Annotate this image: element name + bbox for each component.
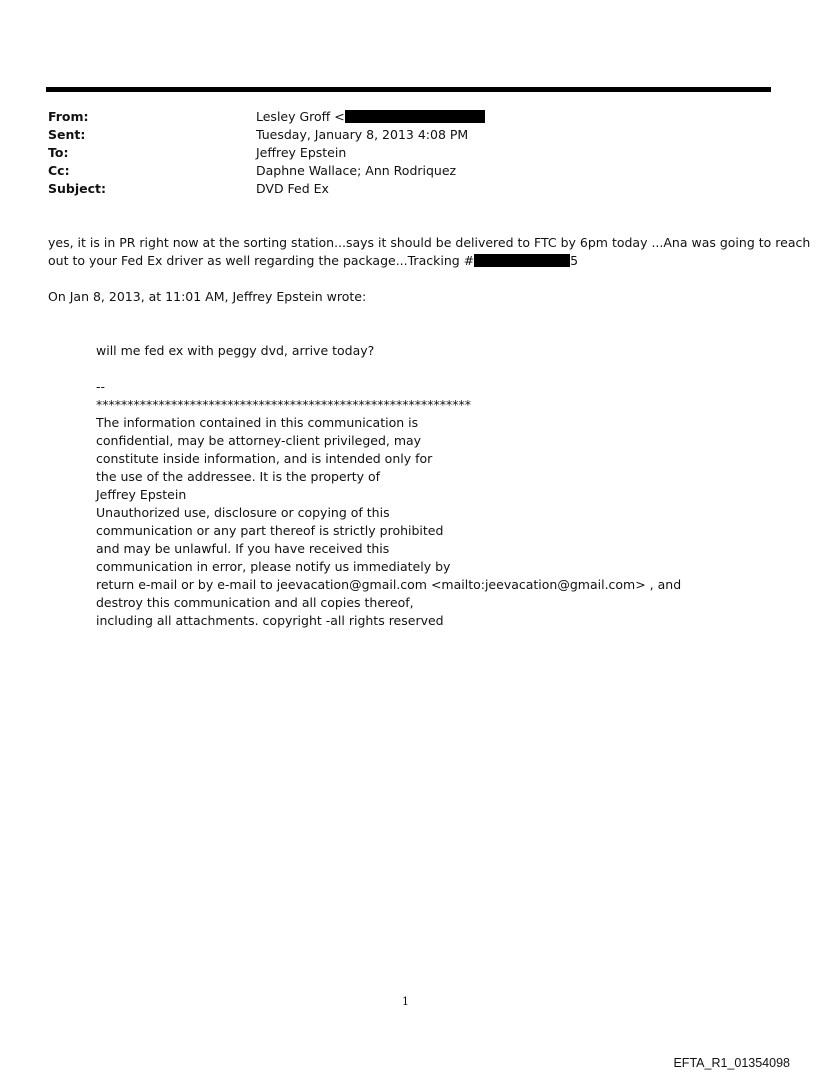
disclaimer-line: Unauthorized use, disclosure or copying of this	[96, 505, 390, 520]
disclaimer-line: confidential, may be attorney-client privileged, may	[96, 433, 422, 448]
disclaimer-line: destroy this communication and all copies thereof,	[96, 595, 414, 610]
from-value: Lesley Groff <	[256, 109, 345, 124]
to-value: Jeffrey Epstein	[256, 145, 347, 160]
disclaimer-line: the use of the addressee. It is the property of	[96, 469, 381, 484]
disclaimer-line: The information contained in this communication is	[96, 415, 419, 430]
disclaimer-line: communication or any part thereof is strictly prohibited	[96, 523, 444, 538]
signature-dash: --	[96, 379, 106, 394]
redaction-box	[474, 254, 570, 267]
disclaimer-line: including all attachments. copyright -all rights reserved	[96, 613, 444, 628]
email-body	[48, 234, 811, 270]
document-id: EFTA_R1_01354098	[673, 1056, 790, 1070]
page-number: 1	[402, 995, 409, 1008]
disclaimer-line: Jeffrey Epstein	[96, 487, 187, 502]
signature-stars: ************************************************************	[96, 397, 471, 412]
quoted-message	[96, 342, 681, 630]
sent-label: Sent:	[48, 127, 86, 142]
from-label: From:	[48, 109, 89, 124]
quoted-text: will me fed ex with peggy dvd, arrive today?	[96, 343, 375, 358]
disclaimer-line: communication in error, please notify us immediately by	[96, 559, 451, 574]
disclaimer-line: and may be unlawful. If you have received this	[96, 541, 390, 556]
body-line-1: yes, it is in PR right now at the sorting station...says it should be delivered to FTC by 6pm today ...Ana was going to reach	[48, 235, 811, 250]
from-row	[48, 108, 485, 126]
cc-label: Cc:	[48, 163, 70, 178]
to-row	[48, 144, 485, 162]
to-label: To:	[48, 145, 69, 160]
body-line-2-suffix: 5	[570, 253, 579, 268]
cc-value: Daphne Wallace; Ann Rodriquez	[256, 163, 457, 178]
subject-label: Subject:	[48, 181, 106, 196]
email-header	[48, 108, 485, 198]
body-line-2	[48, 252, 778, 270]
body-line-2-prefix: out to your Fed Ex driver as well regarding the package...Tracking #	[48, 253, 475, 268]
disclaimer-line: constitute inside information, and is intended only for	[96, 451, 433, 466]
subject-row	[48, 180, 485, 198]
subject-value: DVD Fed Ex	[256, 181, 329, 196]
cc-row	[48, 162, 485, 180]
header-rule	[46, 87, 771, 92]
quote-header: On Jan 8, 2013, at 11:01 AM, Jeffrey Epstein wrote:	[48, 289, 367, 304]
disclaimer-line: return e-mail or by e-mail to jeevacation@gmail.com <mailto:jeevacation@gmail.com> , and	[96, 577, 682, 592]
sent-row	[48, 126, 485, 144]
redaction-box	[345, 110, 485, 123]
sent-value: Tuesday, January 8, 2013 4:08 PM	[256, 127, 469, 142]
disclaimer	[96, 414, 681, 630]
